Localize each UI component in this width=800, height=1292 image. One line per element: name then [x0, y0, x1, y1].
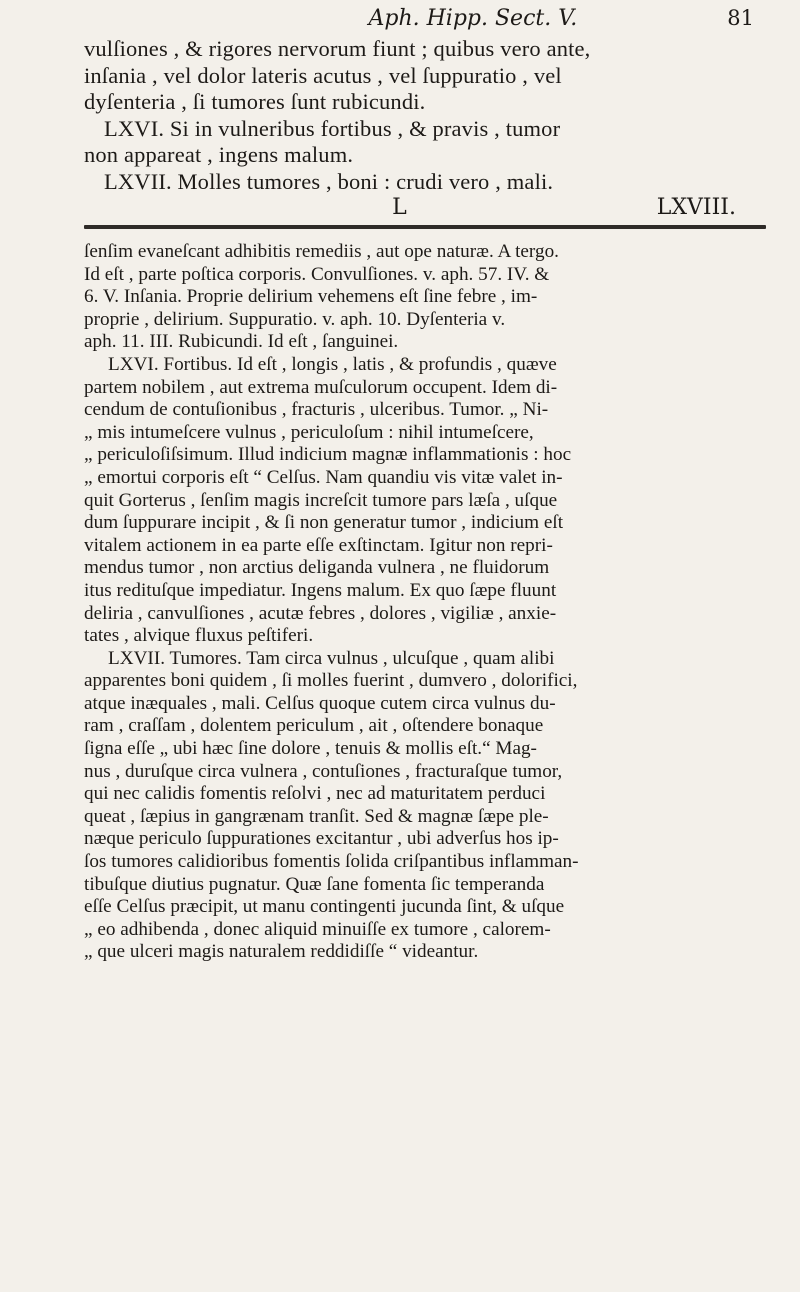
commentary-line: tates , alvique fluxus peſtiferi.: [84, 625, 314, 647]
commentary-line: deliria , canvulſiones , acutæ febres , dolores , vigiliæ , anxie-: [84, 602, 557, 624]
commentary-line: partem nobilem , aut extrema muſculorum occupent. Idem di-: [84, 376, 558, 398]
commentary-line: quit Gorterus , ſenſim magis increſcit tumore pars læſa , uſque: [84, 489, 558, 511]
commentary-line: „ periculoſiſsimum. Illud indicium magnæ inflammationis : hoc: [84, 444, 572, 466]
commentary-line: proprie , delirium. Suppuratio. v. aph. 10. Dyſenteria v.: [84, 308, 506, 330]
commentary-line: „ eo adhibenda , donec aliquid minuiſſe ex tumore , calorem-: [84, 918, 551, 940]
commentary-text: [84, 241, 766, 964]
aphorism-line: dyſenteria , ſi tumores ſunt rubicundi.: [84, 89, 426, 114]
commentary-line: „ emortui corporis eſt “ Celſus. Nam quandiu vis vitæ valet in-: [84, 466, 563, 488]
commentary-line: vitalem actionem in ea parte eſſe exſtinctam. Igitur non repri-: [84, 534, 553, 556]
catchword-right: LXVIII.: [656, 195, 736, 220]
commentary-line: LXVII. Tumores. Tam circa vulnus , ulcuſque , quam alibi: [108, 647, 555, 669]
commentary-line: ſenſim evaneſcant adhibitis remediis , aut ope naturæ. A tergo.: [84, 241, 559, 262]
commentary-line: apparentes boni quidem , ſi molles fuerint , dumvero , dolorifici,: [84, 670, 578, 692]
running-title: Aph. Hipp. Sect. V.: [368, 6, 578, 31]
commentary-line: LXVI. Fortibus. Id eſt , longis , latis , & profundis , quæve: [108, 353, 557, 375]
commentary-line: aph. 11. III. Rubicundi. Id eſt , ſanguinei.: [84, 331, 399, 353]
commentary-line: dum ſuppurare incipit , & ſi non generatur tumor , indicium eſt: [84, 512, 564, 534]
commentary-line: qui nec calidis fomentis reſolvi , nec ad maturitatem perduci: [84, 783, 546, 805]
commentary-line: ram , craſſam , dolentem periculum , ait , oſtendere bonaque: [84, 715, 544, 737]
section-divider-rule: [84, 225, 766, 229]
commentary-line: „ mis intumeſcere vulnus , periculoſum : nihil intumeſcere,: [84, 421, 534, 443]
commentary-line: nus , duruſque circa vulnera , contuſiones , fracturaſque tumor,: [84, 760, 563, 782]
aphorism-line: vulſiones , & rigores nervorum fiunt ; quibus vero ante,: [84, 36, 591, 61]
commentary-line: „ que ulceri magis naturalem reddidiſſe “ videantur.: [84, 941, 479, 963]
commentary-line: cendum de contuſionibus , fracturis , ulceribus. Tumor. „ Ni-: [84, 399, 549, 421]
commentary-line: næque periculo ſuppurationes excitantur , ubi adverſus hos ip-: [84, 828, 559, 850]
commentary-line: mendus tumor , non arctius deliganda vulnera , ne fluidorum: [84, 557, 550, 579]
running-header: [84, 6, 766, 36]
commentary-line: queat , ſæpius in gangrænam tranſit. Sed & magnæ ſæpe ple-: [84, 805, 549, 827]
commentary-line: atque inæquales , mali. Celſus quoque cutem circa vulnus du-: [84, 692, 556, 714]
catchwords: [84, 195, 766, 221]
commentary-line: eſſe Celſus præcipit, ut manu contingenti jucunda ſint, & uſque: [84, 896, 565, 918]
catchword-left: L: [392, 195, 407, 220]
commentary-line: 6. V. Inſania. Proprie delirium vehemens eſt ſine febre , im-: [84, 286, 538, 308]
aphorism-line: LXVII. Molles tumores , boni : crudi vero , mali.: [104, 168, 554, 194]
commentary-line: itus redituſque impediatur. Ingens malum. Ex quo ſæpe fluunt: [84, 579, 557, 601]
aphorism-text: [84, 36, 766, 195]
commentary-line: ſigna eſſe „ ubi hæc ſine dolore , tenuis & mollis eſt.“ Mag-: [84, 738, 537, 760]
commentary-line: tibuſque diutius pugnatur. Quæ ſane fomenta ſic temperanda: [84, 873, 545, 895]
aphorism-line: LXVI. Si in vulneribus fortibus , & pravis , tumor: [104, 115, 561, 141]
aphorism-line: non appareat , ingens malum.: [84, 142, 354, 167]
aphorism-line: inſania , vel dolor lateris acutus , vel ſuppuratio , vel: [84, 62, 562, 88]
commentary-line: Id eſt , parte poſtica corporis. Convulſiones. v. aph. 57. IV. &: [84, 263, 550, 285]
commentary-line: ſos tumores calidioribus fomentis ſolida criſpantibus inflamman-: [84, 851, 579, 873]
page-number: 81: [727, 6, 754, 30]
